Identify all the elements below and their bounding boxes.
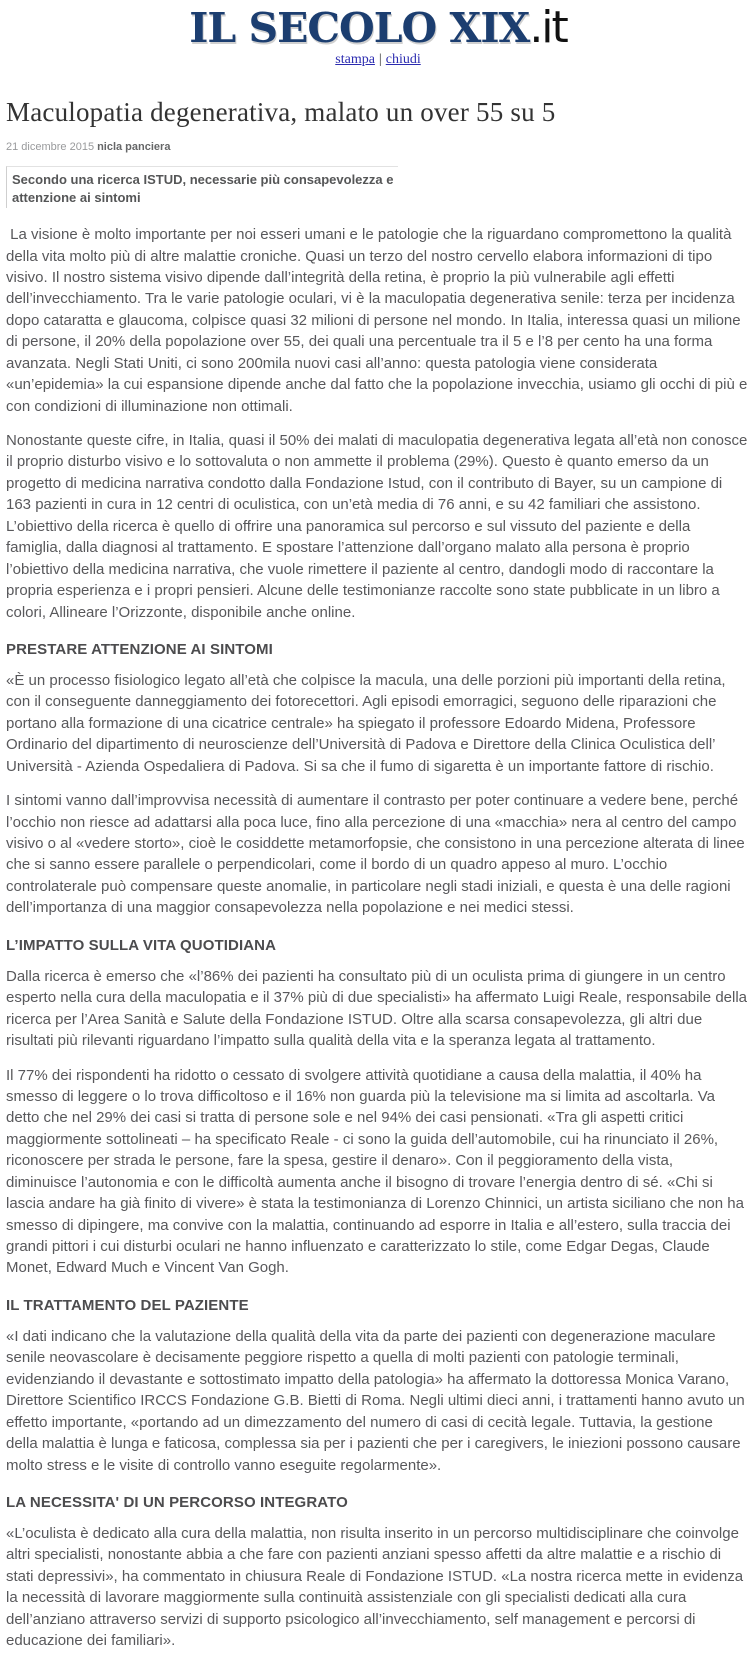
link-separator: | [378, 52, 382, 67]
article-paragraph: «L’oculista è dedicato alla cura della malattia, non risulta inserito in un percorso multidisciplinare che coinvolge altri specialisti, nonostante abbia a che fare con pazienti anziani spesso affetti da altre malattie e a rischio di stati depressivi», ha commentato in chiusura Reale di Fondazione ISTUD. «La nostra ricerca mette in evidenza la necessità di lavorare maggiormente sulla continuità assistenziale con gli specialisti dedicati alla cura dell’anziano attraverso servizi di supporto psicologico all’invecchiamento, self management e percorsi di educazione dei familiari». [6, 1524, 744, 1650]
section-heading: LA NECESSITA' DI UN PERCORSO INTEGRATO [6, 1493, 348, 1511]
logo-wordmark: IL SECOLO XIX [189, 4, 530, 52]
article-paragraph: «I dati indicano che la valutazione della qualità della vita da parte dei pazienti con degenerazione maculare senile neovascolare è decisamente peggiore rispetto a quella di molti pazienti con patologie terminali, evidenziando il devastante e sottostimato impatto della patologia» ha affermato la dottoressa Monica Varano, Direttore Scientifico IRCCS Fondazione G.B. Bietti di Roma. Negli ultimi dieci anni, i trattamenti hanno avuto un effetto importante, «portando ad un dimezzamento del numero di casi di cecità legale. Tuttavia, la gestione della malattia è lunga e faticosa, complessa sia per i pazienti che per i caregivers, le iniezioni possono causare molto stress e le visite di controllo vanno eseguite regolarmente». [6, 1327, 745, 1474]
site-header [0, 0, 756, 68]
logo-domain-suffix: .it [529, 2, 567, 53]
page-title: Maculopatia degenerativa, malato un over 55 su 5 [6, 97, 556, 127]
section-heading: PRESTARE ATTENZIONE AI SINTOMI [6, 640, 273, 658]
article-body [6, 224, 748, 1652]
article-paragraph: Nonostante queste cifre, in Italia, quasi il 50% dei malati di maculopatia degenerativa legata all’età non conosce il proprio disturbo visivo e lo sottovaluta o non ammette il problema (29%). Questo è quanto emerso da un progetto di medicina narrativa condotto dalla Fondazione Istud, con il contributo di Bayer, su un campione di 163 pazienti in cura in 12 centri di oculistica, con un’età media di 76 anni, e su 42 familiari che assistono. L’obiettivo della ricerca è quello di offrire una panoramica sul percorso e sul vissuto del paziente e della famiglia, dalla diagnosi al trattamento. E spostare l’attenzione dall’organo malato alla persona è proprio l’obiettivo della medicina narrativa, che vuole rimettere il paziente al centro, dandogli modo di raccontare la propria esperienza e i propri pensieri. Alcune delle testimonianze raccolte sono state pubblicate in un libro a colori, Allineare l’Orizzonte, disponibile anche online. [6, 432, 748, 621]
standfirst: Secondo una ricerca ISTUD, necessarie più consapevolezza e attenzione ai sintomi [6, 166, 398, 208]
print-link[interactable]: stampa [335, 52, 375, 67]
section-heading: IL TRATTAMENTO DEL PAZIENTE [6, 1296, 249, 1314]
article-paragraph: Dalla ricerca è emerso che «l’86% dei pazienti ha consultato più di un oculista prima di giungere in un centro esperto nella cura della maculopatia e il 37% più di due specialisti» ha affermato Luigi Reale, responsabile della ricerca per l’Area Sanità e Salute della Fondazione ISTUD. Oltre alla scarsa consapevolezza, gli altri due risultati più rilevanti riguardano l’impatto sulla qualità della vita e la speranza legata al trattamento. [6, 967, 748, 1050]
author-name: nicla panciera [97, 141, 171, 153]
site-logo [189, 2, 567, 53]
article-paragraph: Il 77% dei rispondenti ha ridotto o cessato di svolgere attività quotidiane a causa della malattia, il 40% ha smesso di leggere o lo trova difficoltoso e il 16% non guarda più la televisione ma si limita ad ascoltarla. Va detto che nel 29% dei casi si tratta di persone sole e nel 94% dei casi pensionati. «Tra gli aspetti critici maggiormente sottolineati – ha specificato Reale - ci sono la guida dell’automobile, cui ha rinunciato il 26%, riconoscere per strada le persone, fare la spesa, gestire il denaro». Con il peggioramento della vista, diminuisce l’autonomia e con le difficoltà aumenta anche il bisogno di trovare l’energia dentro di sé. «Chi si lascia andare ha già finito di vivere» è stata la testimonianza di Lorenzo Chinnici, un artista siciliano che non ha smesso di dipingere, ma convive con la malattia, continuando ad esporre in Italia e all’estero, sulla traccia dei grandi pittori i cui disturbi oculari ne hanno influenzato e caratterizzato lo stile, come Edgar Degas, Claude Monet, Edward Much e Vincent Van Gogh. [6, 1066, 744, 1277]
article-paragraph: La visione è molto importante per noi esseri umani e le patologie che la riguardano compromettono la qualità della vita molto più di altre malattie croniche. Quasi un terzo del nostro cervello elabora informazioni di tipo visivo. Il nostro sistema visivo dipende dall’integrità della retina, è proprio la più vulnerabile agli effetti dell’invecchiamento. Tra le varie patologie oculari, vi è la maculopatia degenerativa senile: terza per incidenza dopo cataratta e glaucoma, colpisce quasi 32 milioni di persone nel mondo. In Italia, interessa quasi un milione di persone, il 20% della popolazione over 55, dei quali una percentuale tra il 5 e l’8 per cento ha una forma avanzata. Negli Stati Uniti, ci sono 200mila nuovi casi all’anno: questa patologia viene considerata «un’epidemia» la cui espansione dipende anche dal fatto che la popolazione invecchia, usiamo gli occhi di più e con condizioni di illuminazione non ottimali. [6, 226, 748, 415]
byline [6, 141, 748, 153]
publish-date: 21 dicembre 2015 [6, 141, 95, 153]
section-heading: L’IMPATTO SULLA VITA QUOTIDIANA [6, 936, 277, 954]
article [0, 97, 756, 1652]
article-paragraph: I sintomi vanno dall’improvvisa necessità di aumentare il contrasto per poter continuare a vedere bene, perché l’occhio non riesce ad adattarsi alla poca luce, fino alla percezione di una «macchia» nera al centro del campo visivo o al «vedere storto», cioè le cosiddette metamorfopsie, che consistono in una percezione alterata di linee che si sanno essere parallele o perpendicolari, come il bordo di un quadro appeso al muro. L’occhio controlaterale può compensare queste anomalie, in particolare negli stadi iniziali, e questa è una delle ragioni dell’importanza di una maggior consapevolezza nella popolazione e nei medici stessi. [6, 792, 745, 917]
print-actions [0, 52, 756, 68]
article-paragraph: «È un processo fisiologico legato all’età che colpisce la macula, una delle porzioni più importanti della retina, con il conseguente danneggiamento dei fotorecettori. Agli episodi emorragici, seguono delle riparazioni che portano alla formazione di una cicatrice centrale» ha spiegato il professore Edoardo Midena, Professore Ordinario del dipartimento di neuroscienze dell’Università di Padova e Direttore della Clinica Oculistica dell’ Università - Azienda Ospedaliera di Padova. Si sa che il fumo di sigaretta è un importante fattore di rischio. [6, 671, 726, 775]
close-link[interactable]: chiudi [385, 52, 421, 67]
